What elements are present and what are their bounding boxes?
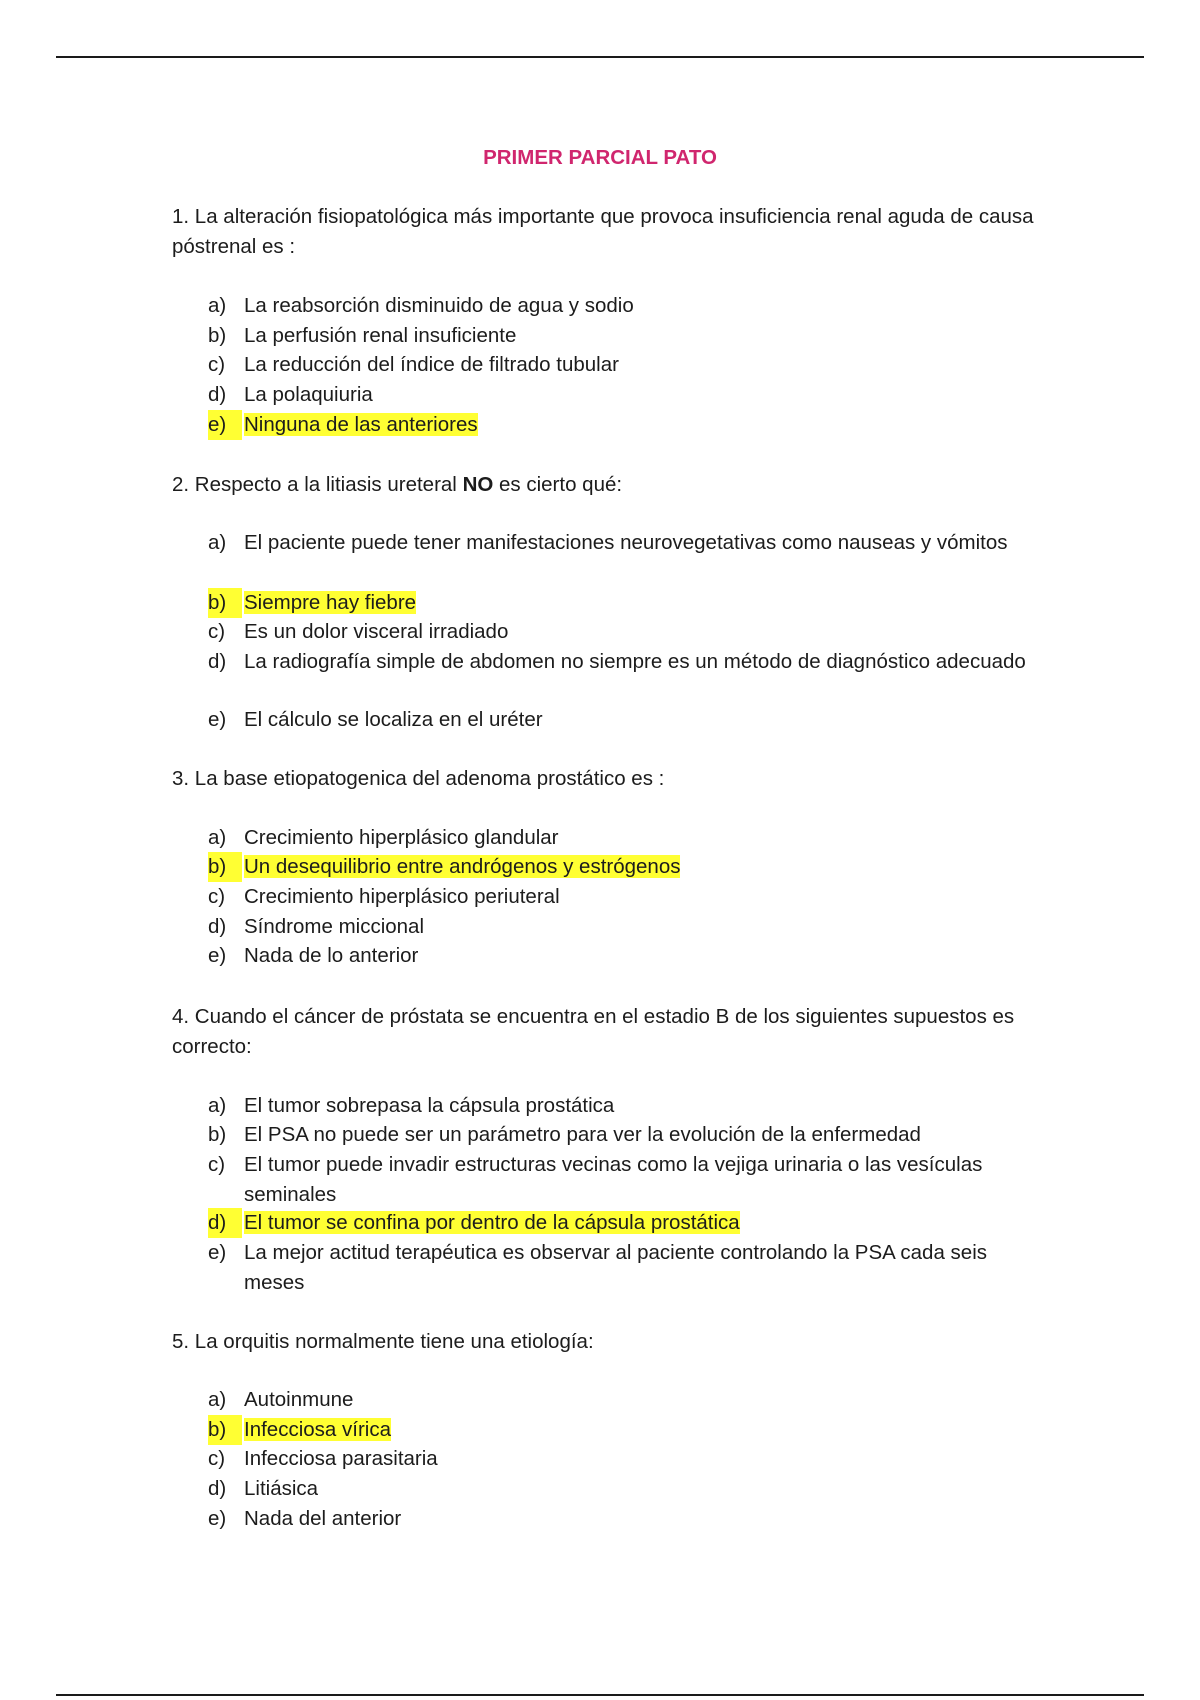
option-letter: c): [208, 885, 226, 908]
question-2-text-start: 2. Respecto a la litiasis ureteral: [172, 473, 463, 496]
option-text: El tumor se confina por dentro de la cápsula prostática: [244, 1211, 740, 1234]
option-letter: d): [208, 915, 227, 938]
option-letter: b): [208, 1123, 227, 1146]
option-text: El tumor sobrepasa la cápsula prostática: [244, 1094, 615, 1117]
question-5-option-e: [208, 1504, 1028, 1534]
option-text: Es un dolor visceral irradiado: [244, 620, 509, 643]
question-4-option-c: [208, 1150, 1028, 1210]
question-2-option-a: [208, 528, 1028, 558]
option-text: Un desequilibrio entre andrógenos y estrógenos: [244, 855, 681, 878]
option-text: Autoinmune: [244, 1388, 354, 1411]
question-4-option-b: [208, 1120, 1028, 1150]
option-letter: e): [208, 1241, 227, 1264]
question-5-option-a: [208, 1385, 1028, 1415]
option-text: Síndrome miccional: [244, 915, 425, 938]
option-letter: a): [208, 1094, 227, 1117]
option-letter: e): [208, 410, 242, 440]
question-1-option-a: [208, 291, 1028, 321]
question-3-text: 3. La base etiopatogenica del adenoma prostático es :: [172, 767, 665, 790]
option-letter: d): [208, 383, 227, 406]
option-text: La perfusión renal insuficiente: [244, 324, 517, 347]
option-letter: a): [208, 826, 227, 849]
bottom-rule: [56, 1694, 1144, 1696]
option-text: Ninguna de las anteriores: [244, 413, 478, 436]
question-2-option-c: [208, 617, 1028, 647]
question-5-option-b-highlighted: [208, 1415, 1028, 1445]
top-rule: [56, 56, 1144, 58]
question-3-option-a: [208, 823, 1028, 853]
option-letter: d): [208, 1477, 227, 1500]
option-text: Crecimiento hiperplásico periuteral: [244, 885, 560, 908]
question-2-option-d: [208, 647, 1028, 677]
question-4-option-e: [208, 1238, 1028, 1298]
question-3-option-e: [208, 941, 1028, 971]
question-5-text: 5. La orquitis normalmente tiene una etiología:: [172, 1330, 594, 1353]
question-1-option-b: [208, 321, 1028, 351]
option-letter: a): [208, 1388, 227, 1411]
option-text: La polaquiuria: [244, 383, 373, 406]
question-2-text-bold: NO: [462, 473, 494, 496]
option-text: El PSA no puede ser un parámetro para ver la evolución de la enfermedad: [244, 1123, 921, 1146]
question-1-option-c: [208, 350, 1028, 380]
option-text: Crecimiento hiperplásico glandular: [244, 826, 559, 849]
page-title: PRIMER PARCIAL PATO: [483, 146, 717, 169]
question-5-option-c: [208, 1444, 1028, 1474]
option-letter: e): [208, 1507, 227, 1530]
option-letter: b): [208, 1415, 242, 1445]
question-2-option-b-highlighted: [208, 588, 1028, 618]
option-text: Nada de lo anterior: [244, 944, 419, 967]
option-text: El tumor puede invadir estructuras vecinas como la vejiga urinaria o las vesículas seminales: [244, 1153, 983, 1206]
option-text: La reducción del índice de filtrado tubular: [244, 353, 619, 376]
question-1-option-d: [208, 380, 1028, 410]
question-4-option-d-highlighted: [208, 1208, 1028, 1238]
option-text: La reabsorción disminuido de agua y sodio: [244, 294, 634, 317]
option-text: Nada del anterior: [244, 1507, 402, 1530]
option-letter: d): [208, 1208, 242, 1238]
question-1-option-e-highlighted: [208, 410, 1028, 440]
option-letter: c): [208, 1153, 226, 1176]
option-text: Siempre hay fiebre: [244, 591, 417, 614]
question-2-option-e: [208, 705, 1028, 735]
option-letter: b): [208, 324, 227, 347]
option-text: La mejor actitud terapéutica es observar al paciente controlando la PSA cada seis meses: [244, 1241, 987, 1294]
option-text: Infecciosa parasitaria: [244, 1447, 438, 1470]
option-letter: a): [208, 531, 227, 554]
question-4-option-a: [208, 1091, 1028, 1121]
option-letter: c): [208, 620, 226, 643]
option-letter: e): [208, 708, 227, 731]
option-letter: c): [208, 1447, 226, 1470]
question-2-text: [172, 470, 1042, 500]
option-text: Litiásica: [244, 1477, 319, 1500]
option-letter: d): [208, 650, 227, 673]
option-text: La radiografía simple de abdomen no siempre es un método de diagnóstico adecuado: [244, 650, 1026, 673]
option-letter: e): [208, 944, 227, 967]
option-letter: b): [208, 852, 242, 882]
option-text: Infecciosa vírica: [244, 1418, 391, 1441]
option-text: El cálculo se localiza en el uréter: [244, 708, 543, 731]
option-text: El paciente puede tener manifestaciones neurovegetativas como nauseas y vómitos: [244, 531, 1008, 554]
question-5-option-d: [208, 1474, 1028, 1504]
question-1-text: 1. La alteración fisiopatológica más importante que provoca insuficiencia renal aguda de causa póstrenal es :: [172, 205, 1034, 258]
question-3-option-d: [208, 912, 1028, 942]
option-letter: a): [208, 294, 227, 317]
question-3-option-b-highlighted: [208, 852, 1028, 882]
option-letter: b): [208, 588, 242, 618]
question-3-option-c: [208, 882, 1028, 912]
option-letter: c): [208, 353, 226, 376]
question-4-text: 4. Cuando el cáncer de próstata se encuentra en el estadio B de los siguientes supuestos es correcto:: [172, 1005, 1015, 1058]
question-2-text-end: es cierto qué:: [493, 473, 623, 496]
